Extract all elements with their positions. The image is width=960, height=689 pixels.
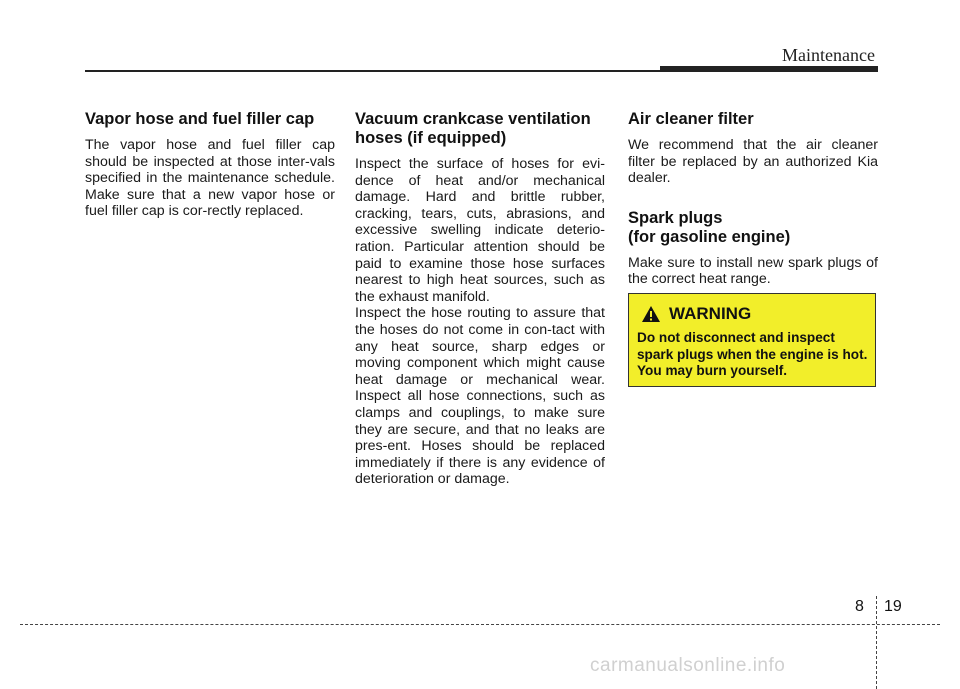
column-air-cleaner-spark bbox=[628, 110, 878, 288]
section-heading-air-cleaner: Air cleaner filter bbox=[628, 110, 754, 128]
footer-divider bbox=[20, 624, 940, 625]
column-vacuum-crankcase bbox=[355, 110, 605, 488]
header-rule-thick bbox=[660, 66, 878, 72]
watermark-text: carmanualsonline.info bbox=[590, 655, 786, 676]
column-vapor-hose bbox=[85, 110, 335, 220]
header-rule-thin bbox=[85, 70, 665, 72]
chapter-number: 8 bbox=[855, 598, 864, 615]
section-body-vacuum-crankcase-1: Inspect the surface of hoses for evi-dence of heat and/or mechanical damage. Hard and brittle rubber, cracking, tears, cuts, abrasions, and excessive swelling indicate deterio-ration. Particular attention should be paid to examine those hose surfaces nearest to high heat sources, such as the exhaust manifold. bbox=[355, 156, 605, 305]
spark-heading-line2: (for gasoline engine) bbox=[628, 227, 791, 246]
page-number: 19 bbox=[884, 598, 902, 615]
warning-triangle-icon bbox=[641, 305, 661, 323]
warning-box bbox=[628, 293, 876, 387]
spark-heading-line1: Spark plugs bbox=[628, 208, 723, 227]
section-heading-vacuum-crankcase: Vacuum crankcase ventilation hoses (if equipped) bbox=[355, 110, 591, 147]
warning-text: Do not disconnect and inspect spark plugs when the engine is hot. You may burn yourself. bbox=[637, 330, 868, 378]
section-heading-vapor-hose: Vapor hose and fuel filler cap bbox=[85, 110, 315, 128]
page-header-title: Maintenance bbox=[782, 45, 875, 65]
section-body-vacuum-crankcase-2: Inspect the hose routing to assure that the hoses do not come in con-tact with any heat source, sharp edges or moving component which might cause heat damage or mechanical wear. Inspect all hose connections, such as clamps and couplings, to make sure they are secure, and that no leaks are pres-ent. Hoses should be replaced immediately if there is any evidence of deterioration or damage. bbox=[355, 305, 605, 488]
section-body-air-cleaner: We recommend that the air cleaner filter be replaced by an authorized Kia dealer. bbox=[628, 137, 878, 187]
footer-page-separator bbox=[876, 596, 877, 689]
section-heading-spark-plugs bbox=[628, 209, 878, 247]
warning-header bbox=[641, 304, 751, 324]
warning-title: WARNING bbox=[669, 304, 752, 323]
section-body-vapor-hose: The vapor hose and fuel filler cap should be inspected at those inter-vals specified in the maintenance schedule. Make sure that a new vapor hose or fuel filler cap is cor-rectly replaced. bbox=[85, 137, 335, 220]
section-body-spark-plugs: Make sure to install new spark plugs of the correct heat range. bbox=[628, 254, 878, 288]
